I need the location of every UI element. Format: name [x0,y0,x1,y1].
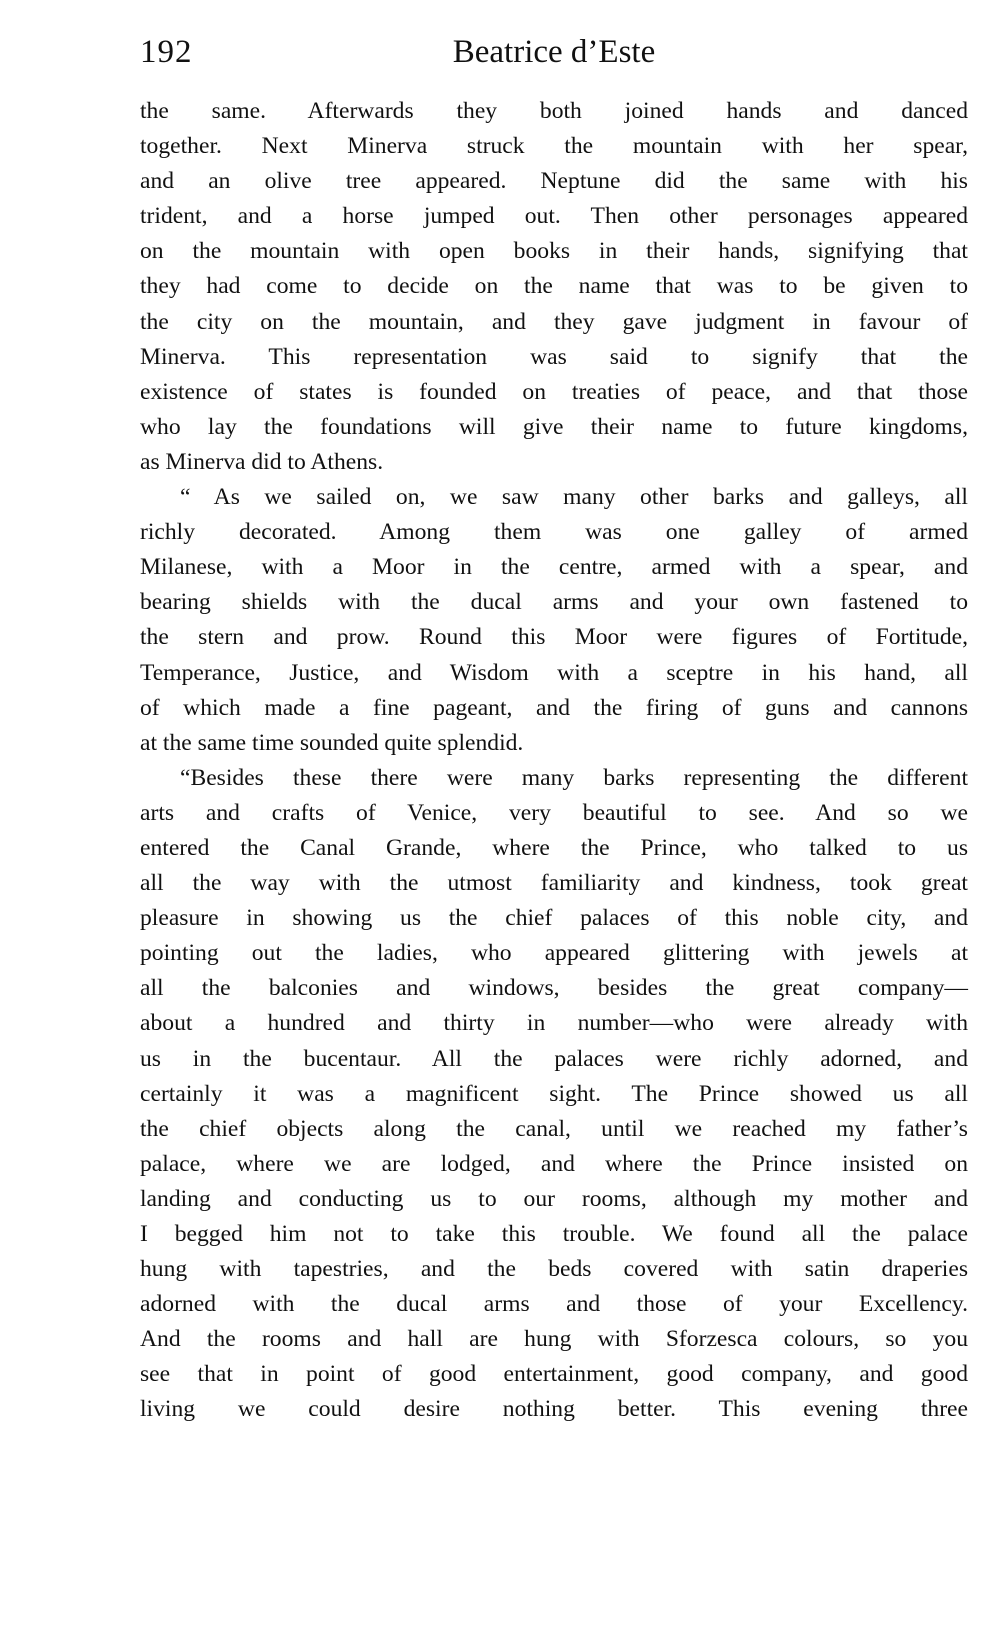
text-line: Milanese, with a Moor in the centre, armed with a spear, and [140,554,968,581]
text-line: all the way with the utmost familiarity and kindness, took great [140,870,968,897]
running-title: Beatrice d’Este [452,34,656,70]
text-line: on the mountain with open books in their hands, signifying that [140,238,968,265]
text-line: pointing out the ladies, who appeared glittering with jewels at [140,940,968,967]
text-line: the stern and prow. Round this Moor were figures of Fortitude, [140,624,968,651]
text-line: at the same time sounded quite splendid. [140,729,524,756]
text-line: I begged him not to take this trouble. We found all the palace [140,1221,968,1247]
text-line: the city on the mountain, and they gave judgment in favour of [140,308,968,335]
running-head [140,24,968,80]
text-line: as Minerva did to Athens. [140,448,384,475]
text-line: arts and crafts of Venice, very beautiful to see. And so we [140,799,968,826]
text-line: Temperance, Justice, and Wisdom with a sceptre in his hand, all [140,659,968,686]
text-line: the chief objects along the canal, until we reached my father’s [140,1115,968,1142]
text-line: pleasure in showing us the chief palaces of this noble city, and [140,905,968,932]
text-line: richly decorated. Among them was one galley of armed [140,519,968,546]
text-line: existence of states is founded on treaties of peace, and that those [140,378,968,405]
text-line: palace, where we are lodged, and where the Prince insisted on [140,1150,968,1177]
text-line: And the rooms and hall are hung with Sforzesca colours, so you [140,1326,968,1353]
body-text [140,94,968,1428]
text-line: trident, and a horse jumped out. Then other personages appeared [140,203,968,230]
text-line: bearing shields with the ducal arms and your own fastened to [140,589,968,616]
text-line: of which made a fine pageant, and the firing of guns and cannons [140,694,968,721]
paragraph [140,94,968,480]
text-line: living we could desire nothing better. This evening three [140,1396,968,1423]
text-line: all the balconies and windows, besides the great company— [140,975,968,1002]
paragraph [140,761,968,1428]
page-number: 192 [140,34,193,70]
text-line: “Besides these there were many barks representing the different [180,764,968,791]
text-line: “ As we sailed on, we saw many other barks and galleys, all [180,484,968,511]
text-line: adorned with the ducal arms and those of your Excellency. [140,1291,968,1318]
text-line: us in the bucentaur. All the palaces were richly adorned, and [140,1045,968,1072]
text-line: hung with tapestries, and the beds covered with satin draperies [140,1256,968,1283]
text-line: together. Next Minerva struck the mountain with her spear, [140,133,968,160]
text-line: Minerva. This representation was said to signify that the [140,343,968,370]
text-line: about a hundred and thirty in number—who were already with [140,1010,968,1037]
text-line: who lay the foundations will give their name to future kingdoms, [140,413,968,440]
text-line: landing and conducting us to our rooms, although my mother and [140,1185,968,1212]
text-line: certainly it was a magnificent sight. The Prince showed us all [140,1080,968,1107]
text-line: they had come to decide on the name that was to be given to [140,273,968,300]
text-line: see that in point of good entertainment, good company, and good [140,1361,968,1388]
text-line: entered the Canal Grande, where the Prince, who talked to us [140,834,968,861]
paragraph [140,480,968,761]
text-line: the same. Afterwards they both joined hands and danced [140,98,968,124]
text-line: and an olive tree appeared. Neptune did the same with his [140,168,968,195]
